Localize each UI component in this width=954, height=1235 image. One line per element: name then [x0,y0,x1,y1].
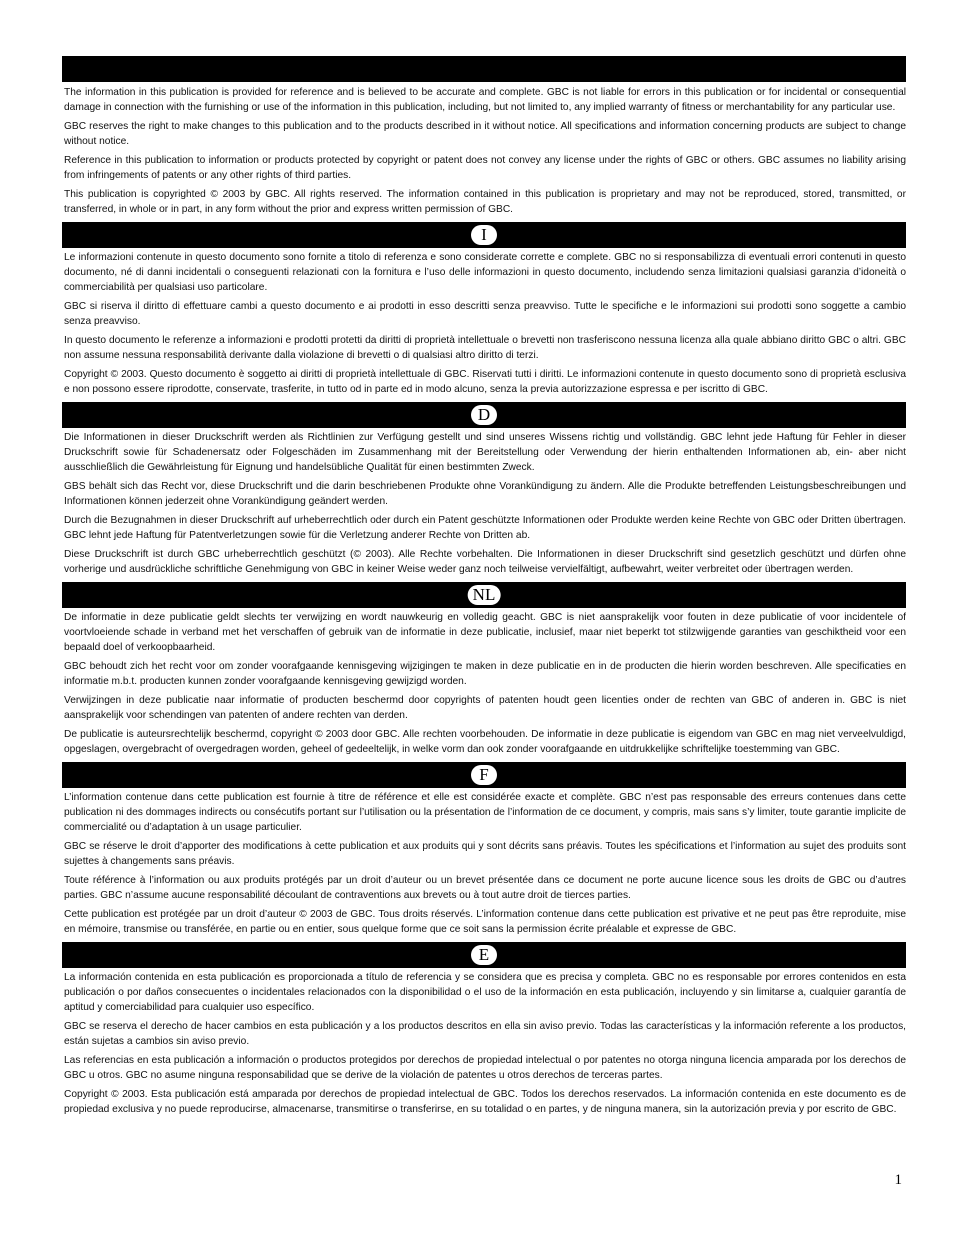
paragraph: La información contenida en esta publicación es proporcionada a título de referencia y se considera que es precisa y completa. GBC no es responsable por errores contenidos en esta publicación o por daños consecuentes o incidentales relacionados con la disponibilidad o el uso de la información en esta publicación, incluyendo y sin limitarse a, cualquier garantía de aptitud y comerciabilidad para cualquier uso específico. [64,972,906,1013]
language-badge-spanish: E [471,945,497,965]
paragraph: De publicatie is auteursrechtelijk beschermd, copyright © 2003 door GBC. Alle rechten voorbehouden. De informatie in deze publicatie is eigendom van GBC en mag niet verveelvuldigd, opgeslagen, overgebracht of overgedragen worden, geheel of gedeeltelijk, in welke vorm dan ook zonder voorafgaande en uitdrukkelijke schriftelijke toestemming van GBC. [64,729,906,755]
paragraph: GBC se reserva el derecho de hacer cambios en esta publicación y a los productos descritos en ella sin aviso previo. Todas las características y la información referente a los productos, están sujetas a cambios sin aviso previo. [64,1021,906,1047]
paragraph: Le informazioni contenute in questo documento sono fornite a titolo di referenza e sono considerate corrette e complete. GBC no si responsabilizza di eventuali errori contenuti in questo documento, né di danni incidentali o conseguenti relazionati con la fornitura e l’uso delle informazioni in questo documento, includendo senza limitazioni qualsiasi garanzia d’idoneità o commerciabilità per qualsiasi uso particolare. [64,252,906,293]
paragraph: Las referencias en esta publicación a información o productos protegidos por derechos de propiedad intelectual o por patentes no otorga ninguna licencia amparada por los derechos de GBC u otros. GBC no asume ninguna responsabilidad que se derive de la violación de patentes u otros derechos de terceras partes. [64,1055,906,1081]
language-badge-french: F [471,765,497,785]
section-header-bar-italian [62,222,906,248]
paragraph: L’information contenue dans cette publication est fournie à titre de référence et elle est considérée exacte et complète. GBC n’est pas responsable des erreurs contenues dans cette publication ni des dommages indirects ou consécutifs portant sur l’utilisation ou la présentation de l’information de ce document, y compris, mais sans s’y limiter, toute garantie implicite de commercialité ou d’adaptation à un usage particulier. [64,792,906,833]
paragraph: In questo documento le referenze a informazioni e prodotti protetti da diritti di proprietà intellettuale o brevetti non trasferiscono nessuna licenza alla quale abbiano diritto GBC o altri. GBC non assume nessuna responsabilità derivante dalla violazione di brevetti o di qualsiasi altro diritto di terzi. [64,335,906,361]
section-header-bar-spanish [62,942,906,968]
paragraph: Toute référence à l’information ou aux produits protégés par un droit d’auteur ou un brevet présentée dans ce document ne porte aucune licence sous les droits de GBC ou d’autres parties. GBC n’assume aucune responsabilité découlant de contraventions aux brevets ou à tout autre droit de tierces parties. [64,875,906,901]
paragraph: Diese Druckschrift ist durch GBC urheberrechtlich geschützt (© 2003). Alle Rechte vorbehalten. Die Informationen in dieser Druckschrift sind gesetzlich geschützt und dürfen ohne vorherige und ausdrückliche schriftliche Genehmigung von GBC in keiner Weise weder ganz noch teilweise vervielfältigt, aufbewahrt, weiter verbreitet oder übertragen werden. [64,549,906,575]
paragraph: De informatie in deze publicatie geldt slechts ter verwijzing en wordt nauwkeurig en volledig geacht. GBC is niet aansprakelijk voor fouten in deze publicatie of voor incidentele of voortvloeiende schade in verband met het verschaffen of gebruik van de informatie in deze publicatie, inclusief, maar niet beperkt tot stilzwijgende garanties van geschiktheid voor een bepaald doel of verkoopbaarheid. [64,612,906,653]
paragraph: Copyright © 2003. Questo documento è soggetto ai diritti di proprietà intellettuale di GBC. Riservati tutti i diritti. Le informazioni contenute in questo documento sono di proprietà esclusiva e non possono essere riprodotte, conservate, trasferite, in tutto od in parte ed in modo alcuno, senza la previa autorizzazione espressa e per iscritto di GBC. [64,369,906,395]
language-badge-dutch: NL [468,585,501,605]
section-header-bar-german [62,402,906,428]
section-header-bar-dutch [62,582,906,608]
section-german [62,430,906,577]
section-dutch [62,610,906,757]
paragraph: GBC behoudt zich het recht voor om zonder voorafgaande kennisgeving wijzigingen te maken in deze publicatie en in de producten die hierin worden beschreven. Alle specificaties en informatie m.b.t. producten kunnen zonder voorafgaande kennisgeving gewijzigd worden. [64,661,906,687]
section-spanish [62,970,906,1117]
language-badge-german: D [471,405,497,425]
page-number: 1 [894,1172,902,1188]
paragraph: Die Informationen in dieser Druckschrift werden als Richtlinien zur Verfügung gestellt und sind unseres Wissens richtig und vollständig. GBC lehnt jede Haftung für Fehler in dieser Druckschrift sowie für Schadenersatz oder Folgeschäden im Zusammenhang mit der Bereitstellung oder Verwendung der hierin enthaltenden Informationen ab, ein- aber nicht ausschließlich die Gewährleistung für Eignung und handelsübliche Qualität für einen bestimmten Zweck. [64,432,906,473]
paragraph: Durch die Bezugnahmen in dieser Druckschrift auf urheberrechtlich oder durch ein Patent geschützte Informationen oder Produkte werden keine Rechte von GBC oder Dritten übertragen. GBC lehnt jede Haftung für Patentverletzungen sowie für die Verletzung anderer Rechte von Dritten ab. [64,515,906,541]
paragraph: GBC se réserve le droit d’apporter des modifications à cette publication et aux produits qui y sont décrits sans préavis. Toutes les spécifications et l’information au sujet des produits sont sujettes à changements sans préavis. [64,841,906,867]
document-page [62,56,906,1122]
paragraph: GBC si riserva il diritto di effettuare cambi a questo documento e ai prodotti in esso descritti senza preavviso. Tutte le specifiche e le informazioni sui prodotti sono soggette a cambio senza preavviso. [64,301,906,327]
section-header-bar-english [62,56,906,82]
paragraph: Reference in this publication to information or products protected by copyright or patent does not convey any license under the rights of GBC or others. GBC assumes no liability arising from infringements of patents or any other rights of third parties. [64,155,906,181]
section-english [62,85,906,217]
paragraph: Verwijzingen in deze publicatie naar informatie of producten beschermd door copyrights of patenten houdt geen licenties onder de rechten van GBC of anderen in. GBC is niet aansprakelijk voor schendingen van patenten of andere rechten van derden. [64,695,906,721]
paragraph: Copyright © 2003. Esta publicación está amparada por derechos de propiedad intelectual de GBC. Todos los derechos reservados. La información contenida en este documento es de propiedad exclusiva y no puede reproducirse, almacenarse, transmitirse o transferirse, en su totalidad o en partes, y de ninguna manera, sin la autorización previa y por escrito de GBC. [64,1089,906,1115]
section-header-bar-french [62,762,906,788]
paragraph: The information in this publication is provided for reference and is believed to be accurate and complete. GBC is not liable for errors in this publication or for incidental or consequential damage in connection with the furnishing or use of the information in this publication, including, but not limited to, any implied warranty of fitness or merchantability for any particular use. [64,87,906,113]
paragraph: GBC reserves the right to make changes to this publication and to the products described in it without notice. All specifications and information concerning products are subject to change without notice. [64,121,906,147]
paragraph: This publication is copyrighted © 2003 by GBC. All rights reserved. The information contained in this publication is proprietary and may not be reproduced, stored, transmitted, or transferred, in whole or in part, in any form without the prior and express written permission of GBC. [64,189,906,215]
paragraph: GBS behält sich das Recht vor, diese Druckschrift und die darin beschriebenen Produkte ohne Vorankündigung zu ändern. Alle die Produkte betreffenden Leistungsbeschreibungen und Informationen können jederzeit ohne Vorankündigung geändert werden. [64,481,906,507]
language-badge-italian: I [471,225,497,245]
section-italian [62,250,906,397]
paragraph: Cette publication est protégée par un droit d’auteur © 2003 de GBC. Tous droits réservés. L’information contenue dans cette publication est privative et ne peut pas être reproduite, mise en mémoire, transmise ou transférée, en partie ou en entier, sous quelque forme que ce soit sans la permission écrite préalable et expresse de GBC. [64,909,906,935]
section-french [62,790,906,937]
